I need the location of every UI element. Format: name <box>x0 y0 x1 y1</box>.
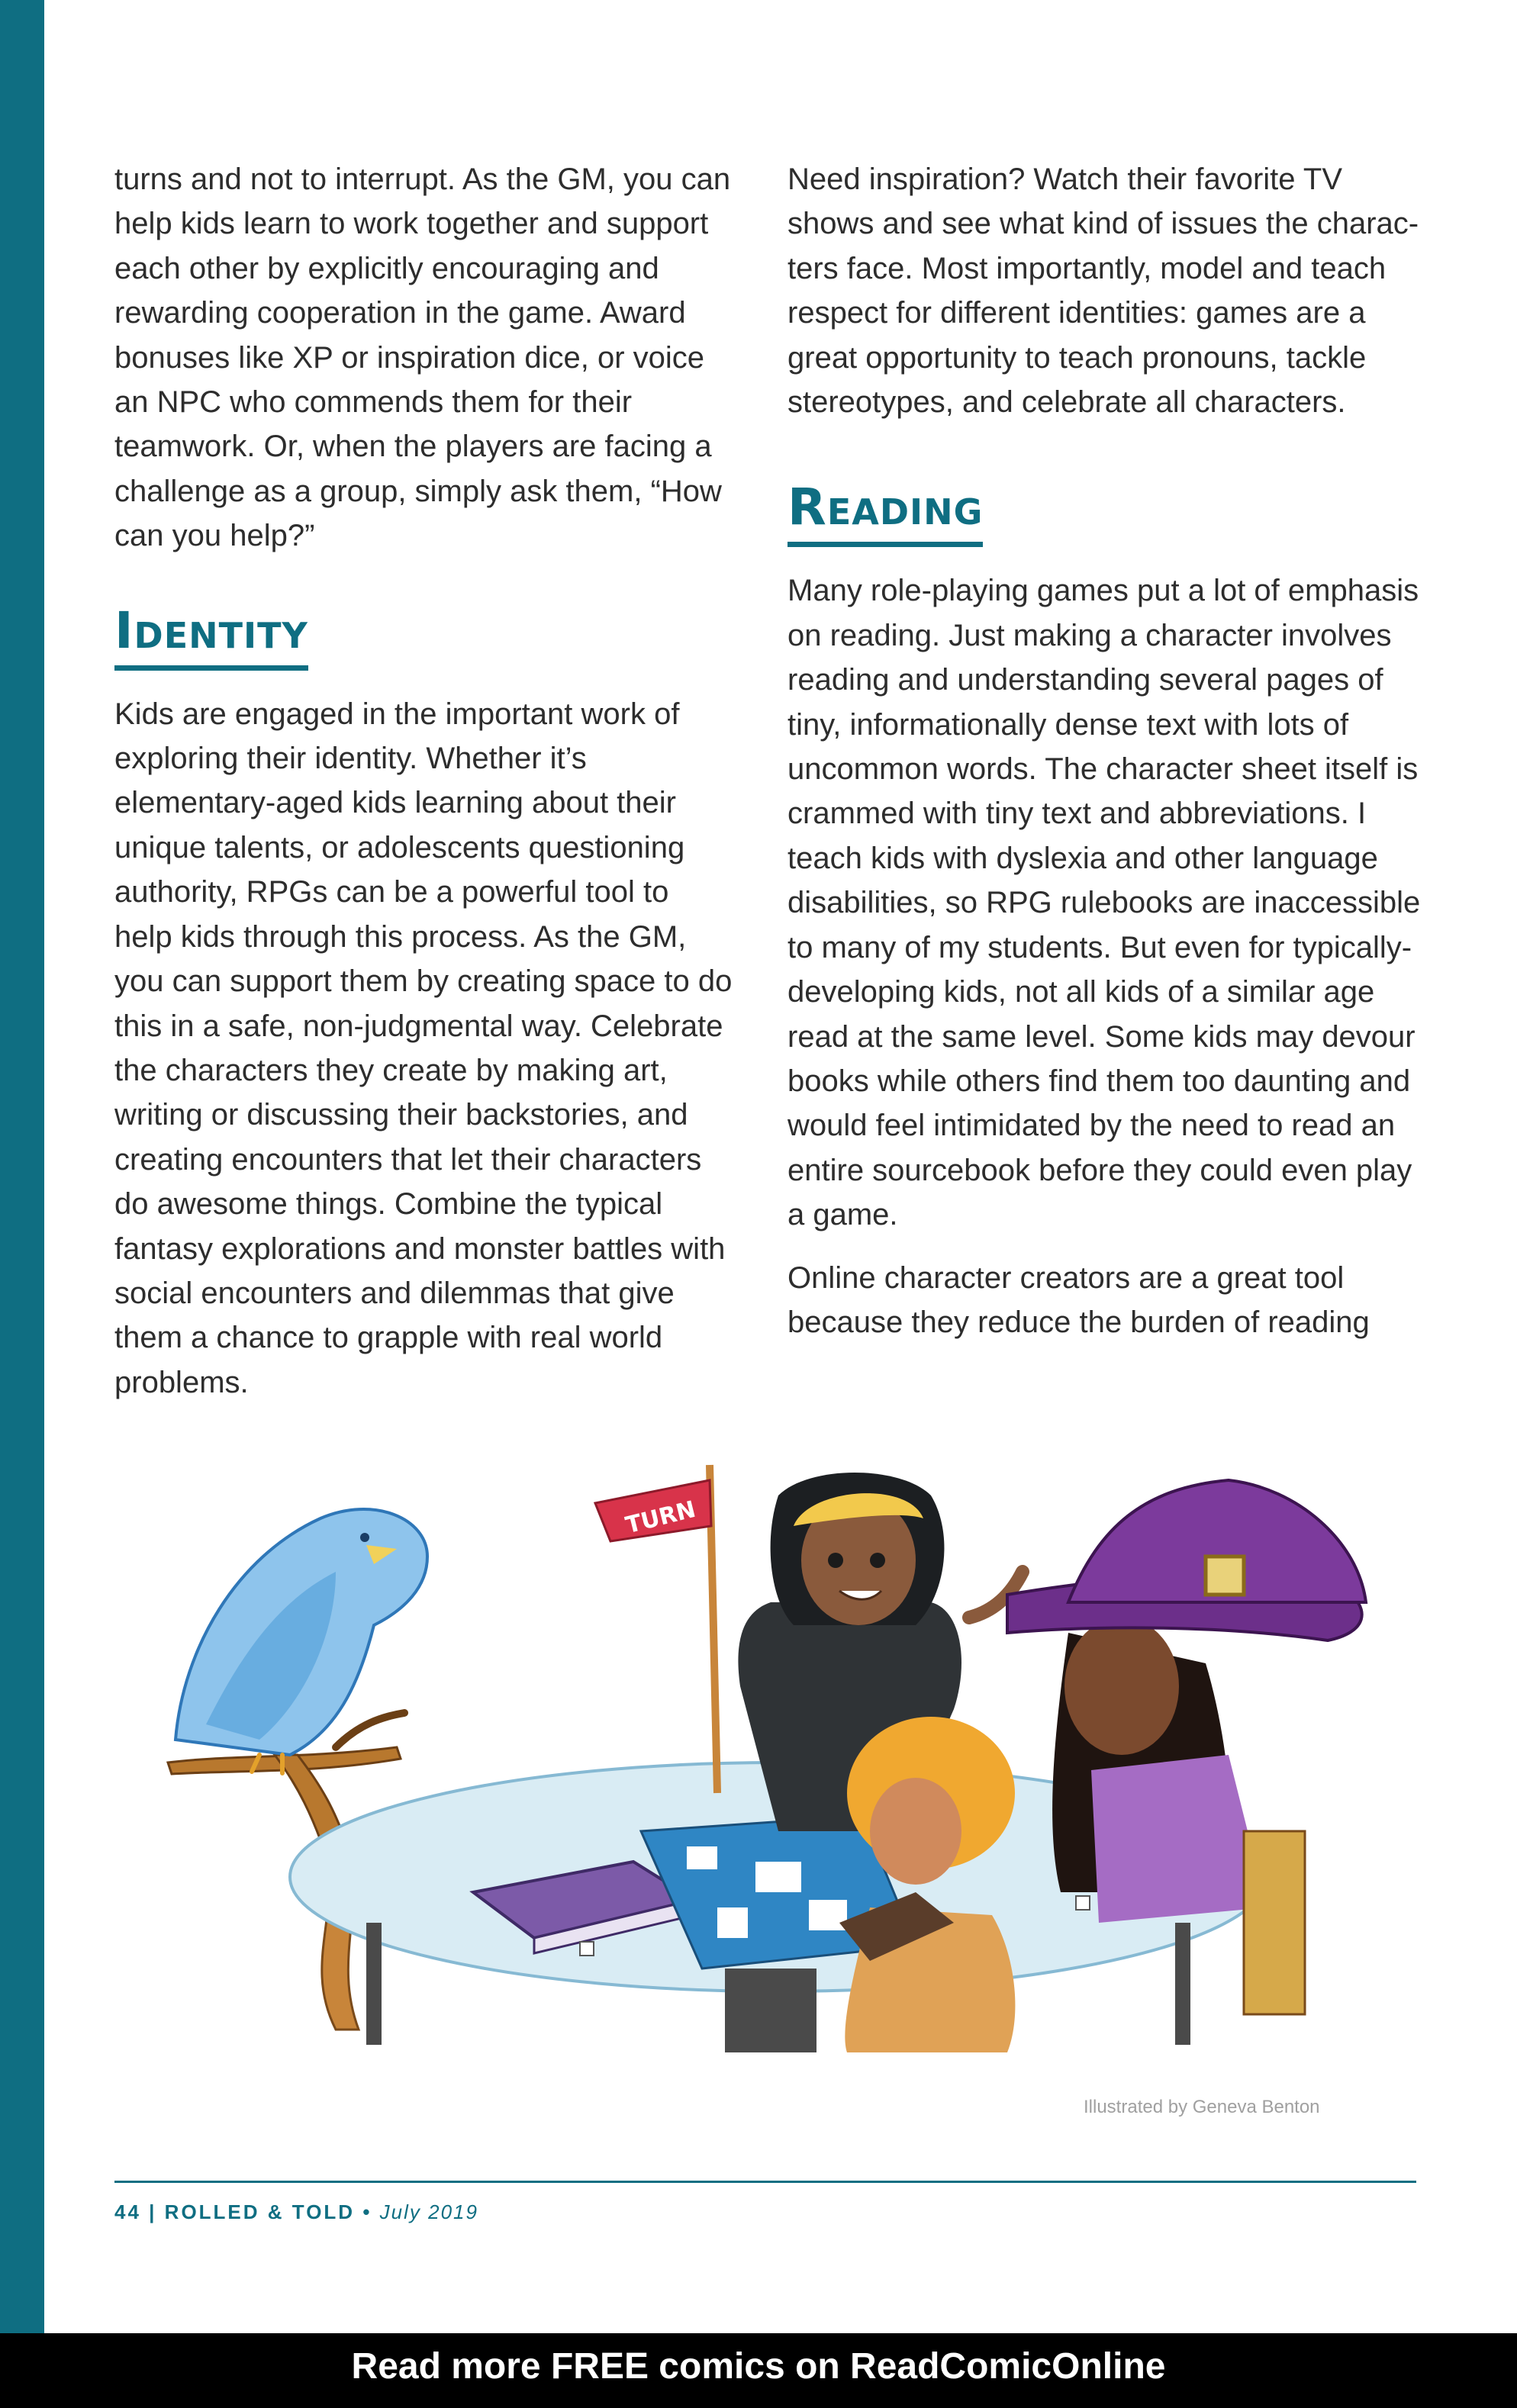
page-side-bar <box>0 0 44 2333</box>
footer-rule <box>114 2181 1416 2183</box>
illustration-caption: Illustrated by Geneva Benton <box>1084 2097 1320 2117</box>
right-column <box>787 157 1421 1363</box>
right-paragraph-2: Many role-playing games put a lot of emphasis on reading. Just making a character involves reading and understanding several pages of tiny, informationally dense text with lots of uncommon words. The character sheet itself is crammed with tiny text and abbreviations. I teach kids with dyslexia and other language disabilities, so RPG rulebooks are inaccessible to many of my students. But even for typically-developing kids, not all kids of a similar age read at the same level. Some kids may devour books while others find them too daunting and would feel intimidated by the need to read an entire sourcebook before they could even play a game. <box>787 574 1421 1232</box>
kids-playing-rpg-illustration <box>107 1434 1435 2068</box>
footer-separator: | <box>149 2200 157 2223</box>
footer-bullet: • <box>362 2200 372 2223</box>
right-paragraph-1: Need inspiration? Watch their favorite TV shows and see what kind of issues the charac-ters face. Most importantly, model and teach respect for different identities: games are a great opportunity to teach pronouns, tackle stereotypes, and celebrate all characters. <box>787 163 1419 420</box>
identity-heading: Identity <box>114 601 308 671</box>
promo-text[interactable]: Read more FREE comics on ReadComicOnline <box>351 2346 1166 2387</box>
flag-label: TURN <box>623 1495 699 1540</box>
issue-date: July 2019 <box>379 2200 478 2223</box>
left-column <box>114 157 733 1423</box>
page-footer <box>114 2200 478 2224</box>
owl-figure <box>176 1509 427 1773</box>
left-paragraph-1: turns and not to interrupt. As the GM, you can help kids learn to work together and support each other by explicitly encouraging and rewarding cooperation in the game. Award bonuses like XP or inspiration dice, or voice an NPC who commends them for their teamwork. Or, when the players are facing a challenge as a group, simply ask them, “How can you help?” <box>114 163 731 553</box>
turn-flag <box>595 1465 717 1793</box>
reading-heading: Reading <box>787 478 983 547</box>
left-paragraph-2: Kids are engaged in the important work of exploring their identity. Whether it’s elementary-aged kids learning about their unique talents, or adolescents questioning authority, RPGs can be a powerful tool to help kids through this process. As the GM, you can support them by creating space to do this in a safe, non-judgmental way. Celebrate the characters they create by making art, writing or discussing their backstories, and creating encounters that let their characters do awesome things. Combine the typical fantasy explorations and monster battles with social encounters and dilemmas that give them a chance to grapple with real world problems. <box>114 697 733 1399</box>
magazine-name: ROLLED & TOLD <box>164 2200 356 2223</box>
right-paragraph-3: Online character creators are a great tool because they reduce the burden of reading <box>787 1260 1370 1339</box>
page-number: 44 <box>114 2200 141 2223</box>
